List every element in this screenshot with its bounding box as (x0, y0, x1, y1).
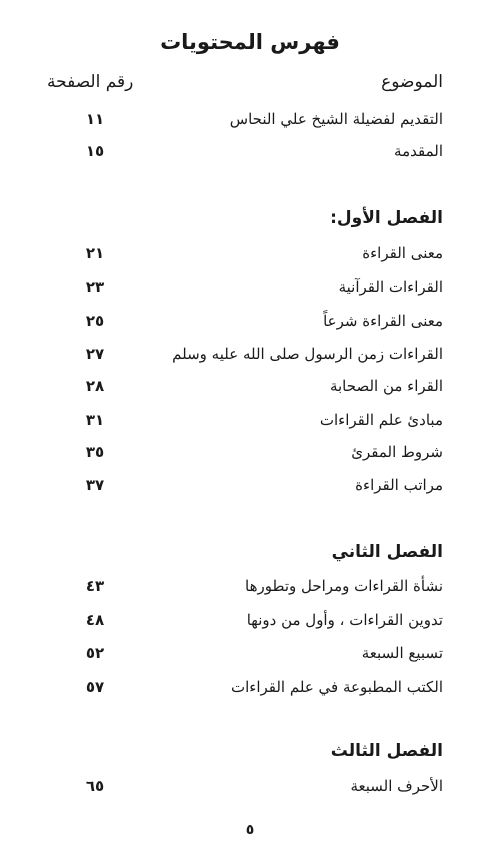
column-header-page: رقم الصفحة (47, 72, 134, 92)
toc-entry-page: ٢٥ (85, 312, 105, 330)
toc-entry[interactable] (0, 611, 500, 637)
toc-entry-page: ٢١ (85, 244, 105, 262)
column-header-topic: الموضوع (381, 72, 443, 92)
toc-entry-page: ٦٥ (85, 777, 105, 795)
toc-entry-title: مراتب القراءة (355, 476, 443, 494)
chapter-heading: الفصل الثاني (331, 542, 443, 562)
toc-entry-title: الأحرف السبعة (350, 777, 443, 795)
toc-entry-title: القراء من الصحابة (329, 377, 443, 395)
toc-entry-page: ٣١ (85, 411, 105, 429)
toc-entry[interactable] (0, 411, 500, 437)
toc-entry-page: ١٥ (85, 142, 105, 160)
toc-entry-title: التقديم لفضيلة الشيخ علي النحاس (229, 110, 443, 128)
toc-entry-title: تسبيع السبعة (361, 644, 443, 662)
chapter-heading: الفصل الأول: (330, 208, 443, 228)
toc-entry-page: ٢٨ (85, 377, 105, 395)
toc-entry[interactable] (0, 678, 500, 704)
toc-entry[interactable] (0, 377, 500, 403)
chapter-heading: الفصل الثالث (330, 741, 443, 761)
toc-entry[interactable] (0, 476, 500, 502)
toc-entry-title: مبادئ علم القراءات (319, 411, 443, 429)
toc-entry-title: القراءات زمن الرسول صلى الله عليه وسلم (172, 345, 443, 363)
page-title: فهرس المحتويات (160, 30, 340, 54)
toc-entry[interactable] (0, 142, 500, 168)
toc-entry[interactable] (0, 312, 500, 338)
toc-entry-title: الكتب المطبوعة في علم القراءات (230, 678, 443, 696)
toc-entry-page: ٢٧ (85, 345, 105, 363)
toc-entry-title: تدوين القراءات ، وأول من دونها (246, 611, 443, 629)
toc-entry[interactable] (0, 777, 500, 803)
toc-entry[interactable] (0, 577, 500, 603)
toc-entry-page: ٤٨ (85, 611, 105, 629)
toc-entry-page: ٣٥ (85, 443, 105, 461)
toc-entry-title: نشأة القراءات ومراحل وتطورها (245, 577, 443, 595)
toc-entry-page: ١١ (85, 110, 105, 128)
toc-entry-title: القراءات القرآنية (338, 278, 443, 296)
toc-entry[interactable] (0, 644, 500, 670)
toc-entry-title: شروط المقرئ (351, 443, 443, 461)
page-number: ٥ (245, 822, 255, 838)
toc-entry[interactable] (0, 345, 500, 371)
toc-entry[interactable] (0, 443, 500, 469)
toc-entry-page: ٥٢ (85, 644, 105, 662)
toc-entry[interactable] (0, 244, 500, 270)
toc-entry[interactable] (0, 278, 500, 304)
toc-entry[interactable] (0, 110, 500, 136)
toc-entry-title: المقدمة (394, 142, 443, 160)
toc-entry-title: معنى القراءة شرعاً (323, 312, 443, 330)
toc-entry-page: ٢٣ (85, 278, 105, 296)
toc-entry-title: معنى القراءة (362, 244, 443, 262)
toc-entry-page: ٣٧ (85, 476, 105, 494)
toc-entry-page: ٥٧ (85, 678, 105, 696)
toc-entry-page: ٤٣ (85, 577, 105, 595)
